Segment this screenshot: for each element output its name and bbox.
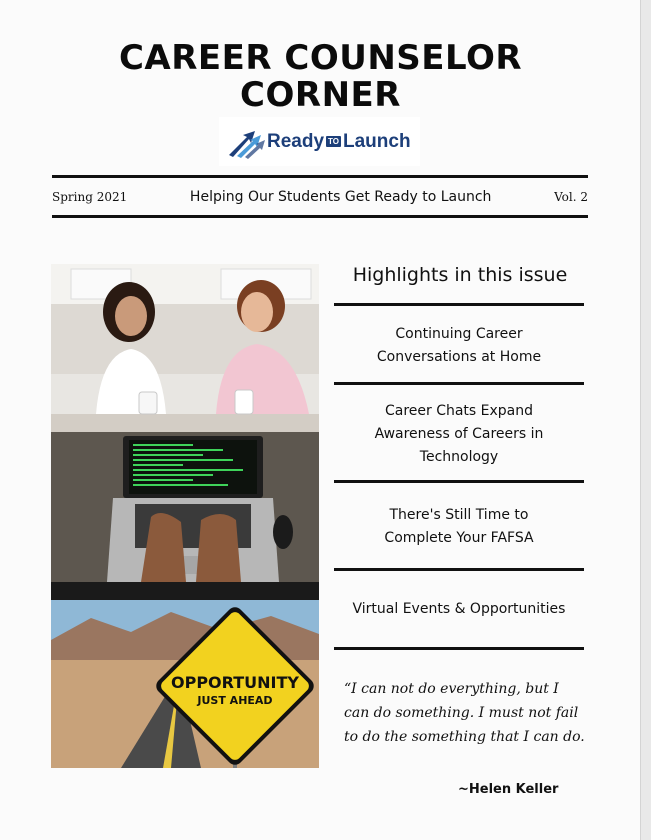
- logo-text-ready: Ready: [267, 130, 325, 152]
- highlights-rule-3: [334, 480, 584, 483]
- rocket-arrows-icon: [225, 125, 271, 159]
- ready-to-launch-logo: [219, 117, 420, 166]
- laptop-typing-photo: [51, 432, 319, 600]
- newsletter-title: [0, 40, 641, 114]
- mother-daughter-conversation-photo: [51, 264, 319, 432]
- highlight-line: Continuing Career: [395, 326, 523, 342]
- highlight-line: Complete Your FAFSA: [384, 530, 534, 546]
- sign-text-opportunity: OPPORTUNITY: [170, 673, 300, 692]
- opportunity-sign-photo: [51, 600, 319, 768]
- highlights-rule-2: [334, 382, 584, 385]
- title-line-1: CAREER COUNSELOR: [118, 38, 523, 78]
- highlights-rule-5: [334, 647, 584, 650]
- highlight-item[interactable]: [336, 389, 582, 479]
- quote-author: ~Helen Keller: [458, 782, 559, 797]
- highlight-item[interactable]: [336, 310, 582, 382]
- highlights-rule-1: [334, 303, 584, 306]
- highlights-heading: Highlights in this issue: [352, 264, 568, 286]
- issue-season: Spring 2021: [52, 190, 128, 204]
- masthead-bottom-rule: [52, 215, 588, 218]
- photo-column: [51, 264, 319, 768]
- highlight-line: Conversations at Home: [376, 349, 542, 365]
- highlight-line: Virtual Events & Opportunities: [352, 600, 566, 617]
- title-line-2: CORNER: [240, 75, 401, 115]
- highlight-item[interactable]: [336, 575, 582, 643]
- logo-text-to: TO: [328, 137, 339, 146]
- sign-text-just-ahead: JUST AHEAD: [197, 694, 273, 707]
- quote-text: “I can not do everything, but I can do something. I must not fail to do the something that I can do.: [344, 681, 585, 745]
- highlight-line: Career Chats Expand: [384, 402, 534, 419]
- issue-volume: Vol. 2: [554, 190, 588, 204]
- highlight-line: Awareness of Careers in: [374, 425, 544, 442]
- highlight-line: There's Still Time to: [389, 507, 529, 523]
- masthead-bar: [52, 178, 588, 216]
- newsletter-tagline: Helping Our Students Get Ready to Launch: [189, 189, 492, 205]
- highlight-item[interactable]: [336, 487, 582, 567]
- highlight-line: Technology: [419, 448, 499, 465]
- highlights-rule-4: [334, 568, 584, 571]
- logo-text-launch: Launch: [343, 130, 411, 152]
- logo-wordmark: [267, 131, 411, 153]
